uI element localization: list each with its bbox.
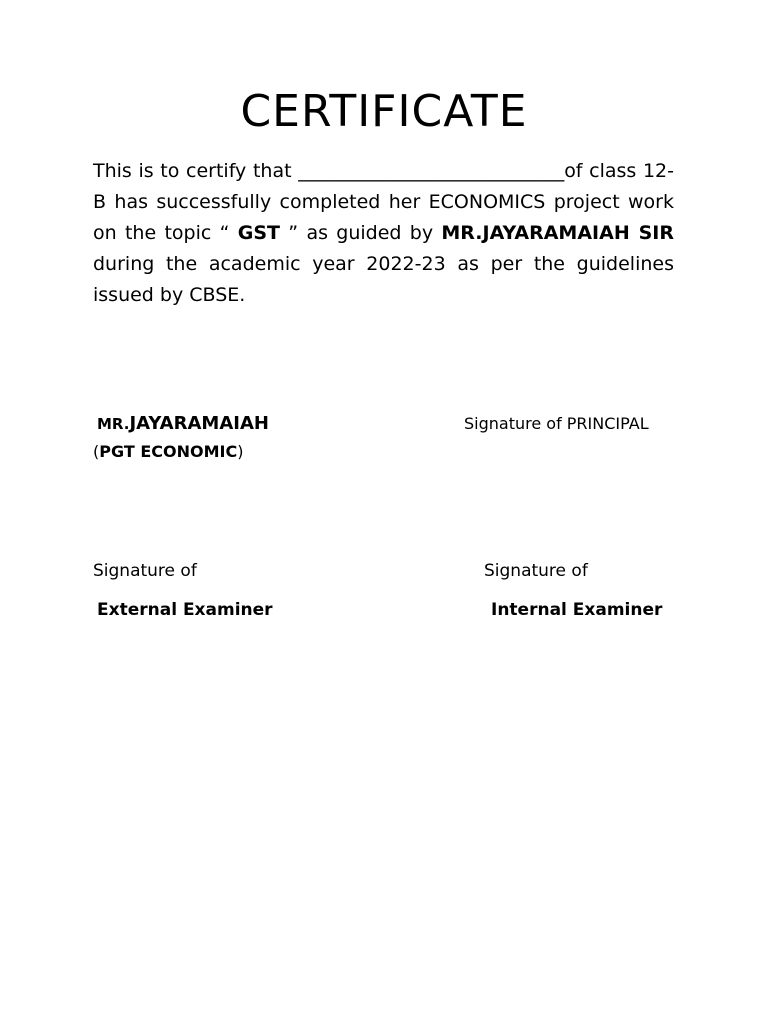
teacher-prefix: MR. xyxy=(97,415,130,433)
body-guided-text: ” as guided by xyxy=(280,222,442,244)
external-signature-label: Signature of xyxy=(93,561,197,581)
body-ending: during the academic year 2022-23 as per the guidelines issued by CBSE. xyxy=(93,253,674,306)
teacher-surname: JAYARAMAIAH xyxy=(129,413,269,434)
teacher-role-text: PGT ECONOMIC xyxy=(99,442,238,461)
teacher-name xyxy=(97,412,269,436)
external-examiner-label: External Examiner xyxy=(97,600,273,620)
certificate-title: CERTIFICATE xyxy=(240,86,528,137)
certificate-body xyxy=(93,156,674,311)
teacher-role xyxy=(93,441,243,463)
role-close-paren: ) xyxy=(237,442,244,461)
role-open-paren: ( xyxy=(93,442,100,461)
student-name-blank: ____________________________ xyxy=(298,160,565,182)
body-class-text: of class 12-B has successfully completed her ECONOMICS project work on the topic “ xyxy=(93,160,674,244)
principal-signature-label: Signature of PRINCIPAL xyxy=(464,414,649,433)
guide-name: MR.JAYARAMAIAH SIR xyxy=(441,222,674,244)
internal-examiner-label: Internal Examiner xyxy=(491,600,663,620)
internal-signature-label: Signature of xyxy=(484,561,588,581)
body-intro: This is to certify that xyxy=(93,160,299,182)
project-topic: GST xyxy=(237,222,280,244)
